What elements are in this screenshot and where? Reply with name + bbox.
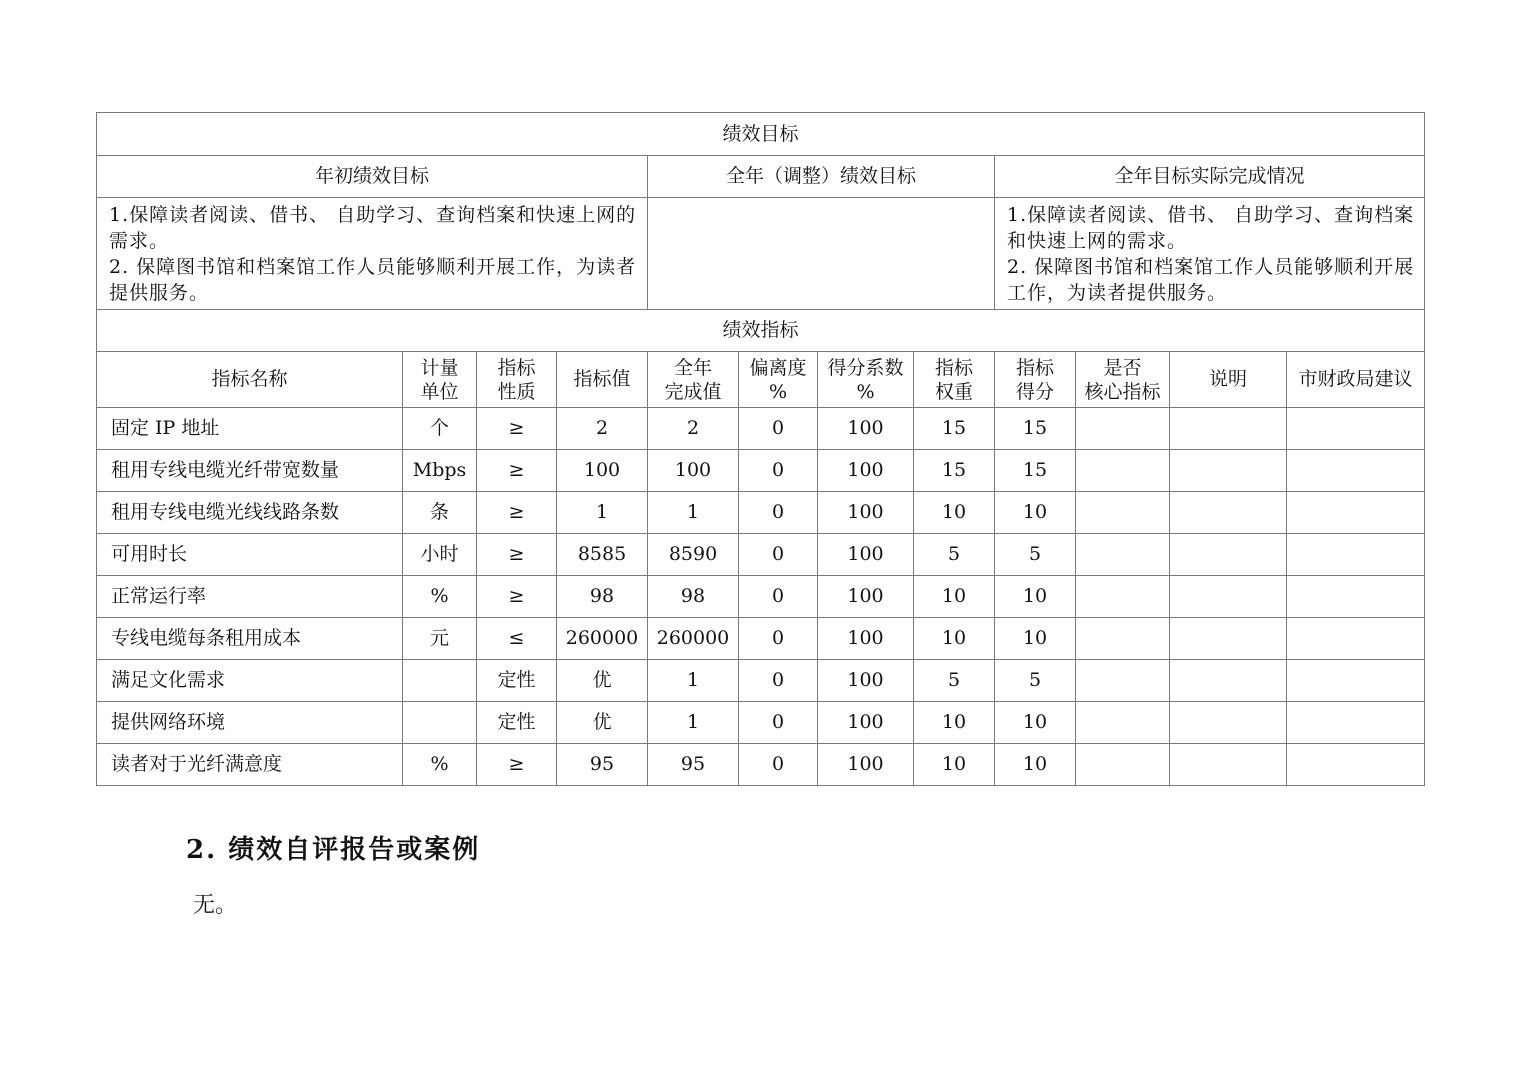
cell-score: 10 [995,744,1076,786]
cell-target-value: 2 [557,408,648,450]
cell-indicator-name: 提供网络环境 [97,702,403,744]
cell-target-value: 1 [557,492,648,534]
cell-actual-value: 1 [648,660,739,702]
cell-remarks [1170,744,1287,786]
cell-remarks [1170,702,1287,744]
cell-is-core [1076,534,1170,576]
cell-finance-bureau-suggestion [1287,660,1425,702]
header-weight-line: 指标 [934,356,973,379]
header-remarks [1170,352,1287,408]
header-nature [477,352,557,408]
cell-is-core [1076,660,1170,702]
cell-nature: ≤ [477,618,557,660]
cell-weight: 15 [914,450,995,492]
table-row [97,408,1425,450]
cell-score: 10 [995,576,1076,618]
header-is-core-line: 是否 [1103,356,1142,379]
goals-col-initial-header: 年初绩效目标 [97,156,648,198]
cell-finance-bureau-suggestion [1287,534,1425,576]
initial-goal-1: 1.保障读者阅读、借书、 自助学习、查询档案和快速上网的需求。 [109,204,637,252]
cell-unit: 元 [403,618,477,660]
header-finance-bureau-suggestion [1287,352,1425,408]
cell-score-coefficient: 100 [818,492,914,534]
cell-weight: 10 [914,702,995,744]
header-weight [914,352,995,408]
header-target-value-line: 指标值 [573,368,631,390]
cell-actual-value: 1 [648,702,739,744]
cell-deviation: 0 [739,702,818,744]
cell-weight: 5 [914,534,995,576]
cell-score-coefficient: 100 [818,408,914,450]
actual-goal-1: 1.保障读者阅读、借书、 自助学习、查询档案和快速上网的需求。 [1007,204,1415,252]
cell-deviation: 0 [739,618,818,660]
header-actual-value-line: 完成值 [664,380,722,403]
cell-score: 15 [995,408,1076,450]
cell-target-value: 260000 [557,618,648,660]
cell-indicator-name: 租用专线电缆光线线路条数 [97,492,403,534]
table-row [97,492,1425,534]
cell-indicator-name: 专线电缆每条租用成本 [97,618,403,660]
goals-section-title: 绩效目标 [97,113,1425,156]
cell-unit [403,702,477,744]
header-unit-line: 计量 [420,356,459,379]
header-remarks-line: 说明 [1208,368,1247,390]
cell-unit: % [403,744,477,786]
header-finance-bureau-suggestion-line: 市财政局建议 [1298,368,1413,390]
header-score-coefficient-line: % [856,380,875,403]
header-unit [403,352,477,408]
cell-deviation: 0 [739,534,818,576]
header-indicator-name-line: 指标名称 [211,368,288,390]
cell-remarks [1170,408,1287,450]
cell-is-core [1076,492,1170,534]
cell-nature: 定性 [477,660,557,702]
cell-score-coefficient: 100 [818,576,914,618]
cell-finance-bureau-suggestion [1287,702,1425,744]
cell-target-value: 8585 [557,534,648,576]
cell-remarks [1170,450,1287,492]
table-row [97,450,1425,492]
cell-nature: 定性 [477,702,557,744]
cell-finance-bureau-suggestion [1287,450,1425,492]
initial-goals-cell [97,198,648,310]
cell-deviation: 0 [739,576,818,618]
cell-weight: 10 [914,618,995,660]
cell-finance-bureau-suggestion [1287,618,1425,660]
header-score-coefficient-line: 得分系数 [827,356,904,379]
cell-nature: ≥ [477,492,557,534]
cell-actual-value: 100 [648,450,739,492]
cell-actual-value: 260000 [648,618,739,660]
cell-score: 5 [995,660,1076,702]
cell-is-core [1076,618,1170,660]
cell-is-core [1076,744,1170,786]
cell-weight: 5 [914,660,995,702]
cell-is-core [1076,450,1170,492]
table-row [97,618,1425,660]
cell-indicator-name: 读者对于光纤满意度 [97,744,403,786]
cell-weight: 10 [914,576,995,618]
cell-remarks [1170,492,1287,534]
cell-deviation: 0 [739,492,818,534]
cell-unit: % [403,576,477,618]
cell-remarks [1170,618,1287,660]
cell-actual-value: 8590 [648,534,739,576]
cell-score: 10 [995,702,1076,744]
cell-score-coefficient: 100 [818,450,914,492]
header-nature-line: 性质 [497,380,536,403]
cell-target-value: 优 [557,660,648,702]
cell-unit: Mbps [403,450,477,492]
cell-score-coefficient: 100 [818,534,914,576]
actual-goal-2: 2. 保障图书馆和档案馆工作人员能够顺利开展工作，为读者提供服务。 [1007,256,1415,304]
cell-unit [403,660,477,702]
cell-finance-bureau-suggestion [1287,576,1425,618]
section-2-heading: 2. 绩效自评报告或案例 [186,835,481,865]
cell-nature: ≥ [477,450,557,492]
cell-actual-value: 1 [648,492,739,534]
cell-nature: ≥ [477,534,557,576]
performance-table [96,112,1425,786]
cell-target-value: 98 [557,576,648,618]
cell-score: 10 [995,492,1076,534]
table-row [97,702,1425,744]
cell-weight: 10 [914,744,995,786]
cell-is-core [1076,702,1170,744]
header-score-line: 指标 [1015,356,1054,379]
header-actual-value [648,352,739,408]
cell-nature: ≥ [477,744,557,786]
cell-actual-value: 98 [648,576,739,618]
header-weight-line: 权重 [934,380,973,403]
cell-is-core [1076,576,1170,618]
cell-remarks [1170,534,1287,576]
cell-finance-bureau-suggestion [1287,408,1425,450]
cell-target-value: 100 [557,450,648,492]
header-indicator-name [97,352,403,408]
cell-remarks [1170,660,1287,702]
table-row [97,744,1425,786]
header-score-coefficient [818,352,914,408]
cell-score: 5 [995,534,1076,576]
indicators-section-title: 绩效指标 [97,310,1425,352]
cell-finance-bureau-suggestion [1287,744,1425,786]
header-actual-value-line: 全年 [673,356,712,379]
section-2-body: 无。 [193,893,238,918]
initial-goal-2: 2. 保障图书馆和档案馆工作人员能够顺利开展工作，为读者提供服务。 [109,256,637,304]
header-deviation-line: 偏离度 [749,356,807,379]
cell-indicator-name: 租用专线电缆光纤带宽数量 [97,450,403,492]
cell-nature: ≥ [477,576,557,618]
cell-remarks [1170,576,1287,618]
header-deviation-line: % [768,380,788,403]
cell-actual-value: 95 [648,744,739,786]
cell-weight: 15 [914,408,995,450]
cell-deviation: 0 [739,744,818,786]
cell-deviation: 0 [739,408,818,450]
cell-nature: ≥ [477,408,557,450]
header-unit-line: 单位 [420,380,459,403]
goals-col-actual-header: 全年目标实际完成情况 [995,156,1425,198]
adjusted-goals-cell [648,198,995,310]
cell-score-coefficient: 100 [818,660,914,702]
cell-unit: 条 [403,492,477,534]
goals-col-adjusted-header: 全年（调整）绩效目标 [648,156,995,198]
cell-deviation: 0 [739,660,818,702]
cell-indicator-name: 固定 IP 地址 [97,408,403,450]
header-nature-line: 指标 [497,356,536,379]
table-row [97,660,1425,702]
actual-goals-cell [995,198,1425,310]
header-is-core-line: 核心指标 [1084,380,1161,403]
cell-target-value: 优 [557,702,648,744]
indicators-header-row [97,352,1425,408]
cell-unit: 个 [403,408,477,450]
cell-target-value: 95 [557,744,648,786]
header-score-line: 得分 [1015,380,1054,403]
cell-finance-bureau-suggestion [1287,492,1425,534]
cell-unit: 小时 [403,534,477,576]
cell-score: 15 [995,450,1076,492]
header-deviation [739,352,818,408]
header-target-value [557,352,648,408]
table-row [97,534,1425,576]
table-row [97,576,1425,618]
cell-deviation: 0 [739,450,818,492]
cell-score: 10 [995,618,1076,660]
header-score [995,352,1076,408]
cell-score-coefficient: 100 [818,618,914,660]
cell-actual-value: 2 [648,408,739,450]
cell-weight: 10 [914,492,995,534]
cell-indicator-name: 可用时长 [97,534,403,576]
cell-indicator-name: 正常运行率 [97,576,403,618]
cell-score-coefficient: 100 [818,702,914,744]
cell-score-coefficient: 100 [818,744,914,786]
cell-is-core [1076,408,1170,450]
header-is-core [1076,352,1170,408]
cell-indicator-name: 满足文化需求 [97,660,403,702]
